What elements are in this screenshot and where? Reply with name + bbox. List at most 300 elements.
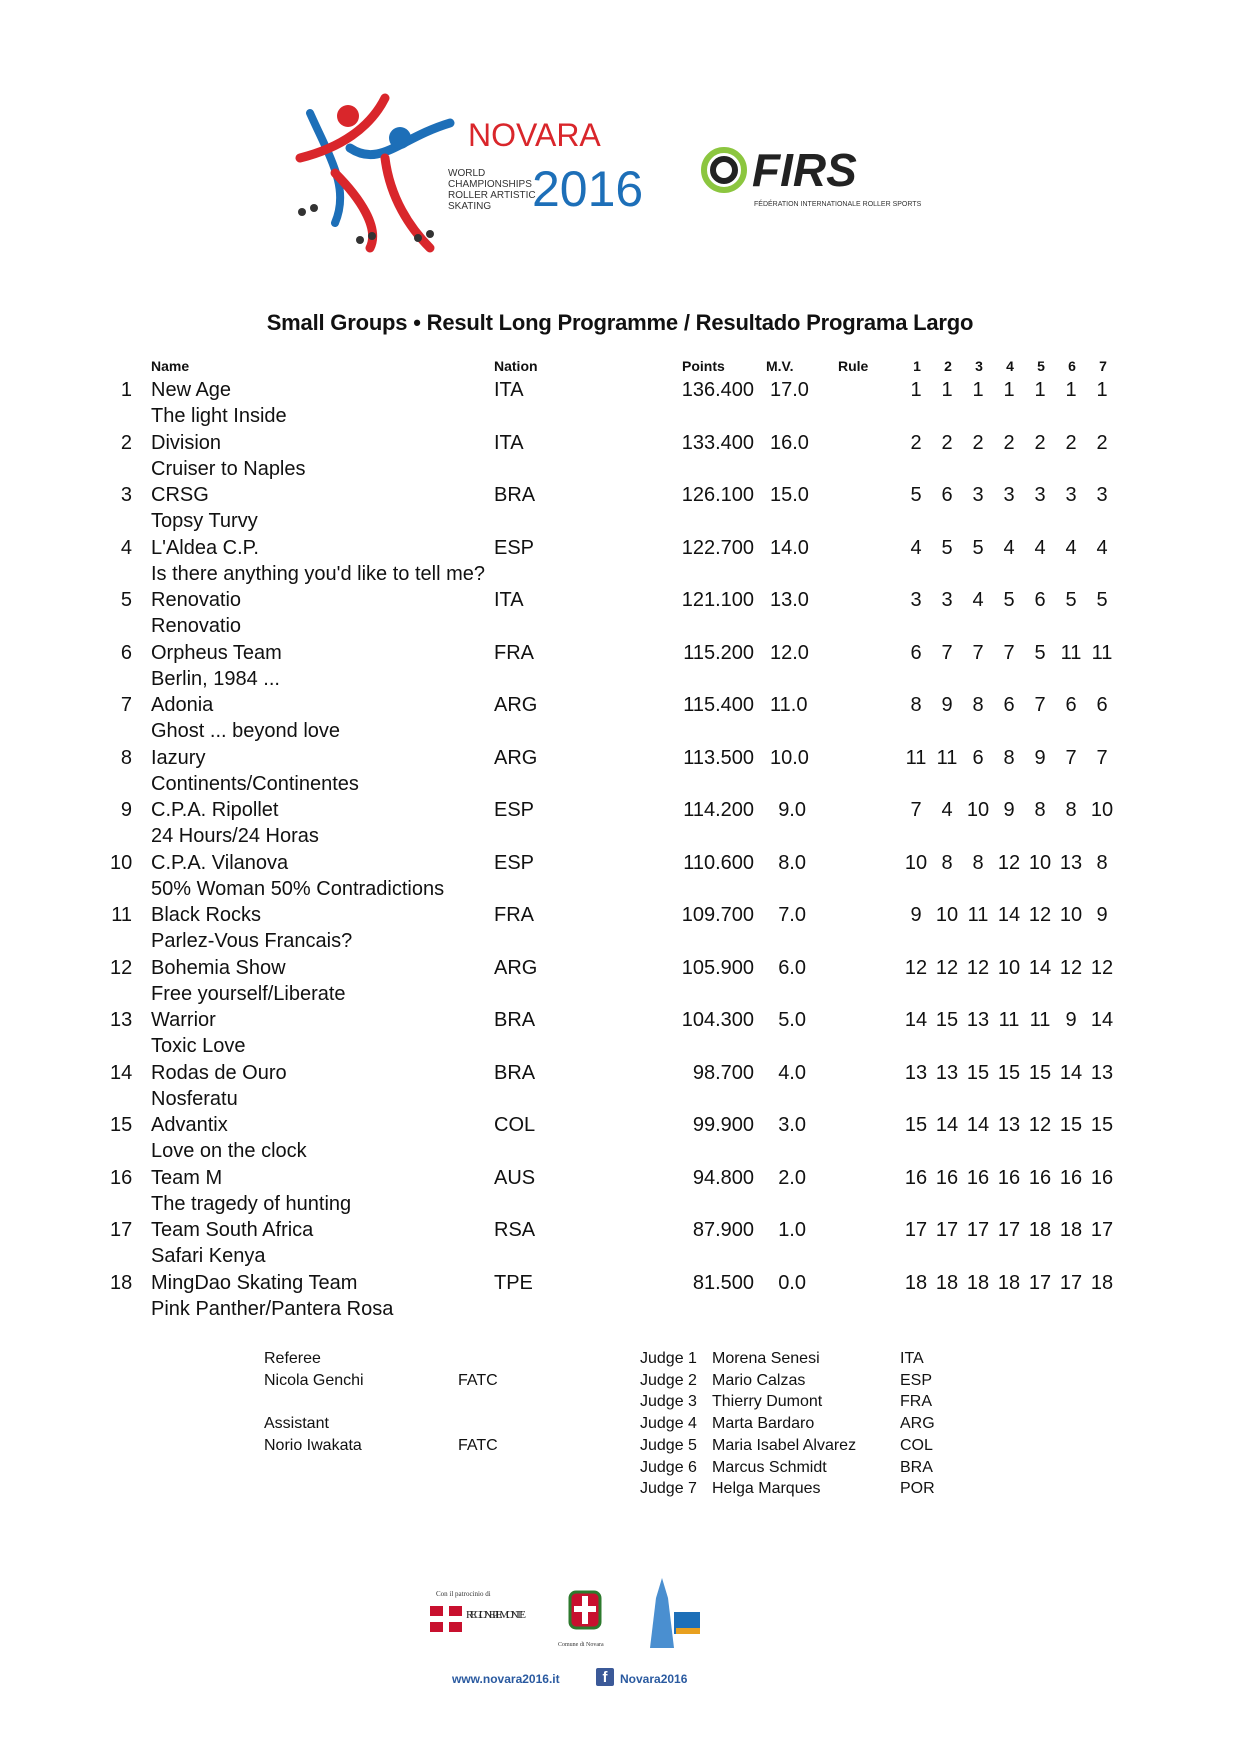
- team-name-cell: Team South Africa: [151, 1219, 314, 1241]
- table-row: [0, 902, 1240, 954]
- rank-cell: 18: [110, 1271, 133, 1294]
- sponsor-logos: [430, 1578, 730, 1658]
- federation-acronym: FIRS: [752, 144, 857, 196]
- judge-3-placement-cell: 12: [966, 956, 990, 979]
- points-cell: 122.700: [681, 536, 754, 559]
- programme-title-cell: Free yourself/Liberate: [151, 982, 346, 1005]
- judge-label: Judge 7: [640, 1480, 697, 1498]
- judge-2-placement-cell: 2: [941, 431, 953, 454]
- judge-label: Judge 4: [640, 1415, 697, 1433]
- assistant-label: Assistant: [264, 1415, 329, 1432]
- judge-3-placement-cell: 8: [972, 851, 984, 874]
- rank-cell: 4: [120, 536, 132, 559]
- table-row: [0, 955, 1240, 1007]
- judge-5-placement-cell: 17: [1028, 1271, 1052, 1294]
- judge-7-placement-cell: 12: [1090, 956, 1114, 979]
- programme-title-cell: The light Inside: [151, 405, 287, 427]
- points-cell: 87.900: [692, 1219, 754, 1241]
- judge-1-placement-cell: 8: [910, 694, 922, 716]
- judge-4-placement-cell: 2: [1003, 431, 1015, 454]
- judge-3-placement-cell: 2: [972, 431, 984, 454]
- programme-title-cell: Continents/Continentes: [151, 772, 359, 795]
- mv-cell: 15.0: [770, 484, 809, 506]
- judge-6-placement-cell: 9: [1065, 1009, 1077, 1031]
- judge-7-placement-cell: 4: [1096, 536, 1108, 559]
- judge-7-placement-cell: 11: [1091, 641, 1113, 664]
- firs-logo: [700, 138, 950, 218]
- rank-cell: 11: [111, 904, 132, 926]
- programme-title-cell: The tragedy of hunting: [151, 1192, 352, 1215]
- table-row: [0, 482, 1240, 534]
- judge-2-placement-cell: 10: [935, 904, 959, 926]
- novara-events-logo-icon: [650, 1578, 700, 1648]
- judge-7-placement-cell: 14: [1090, 1009, 1114, 1031]
- regione-piemonte-icon: [430, 1606, 462, 1632]
- team-name-cell: C.P.A. Ripollet: [151, 799, 279, 821]
- judge-4-placement-cell: 8: [1003, 746, 1015, 769]
- programme-title-cell: Safari Kenya: [151, 1245, 266, 1267]
- judge-3-placement-cell: 1: [972, 379, 984, 401]
- judge-7-placement-cell: 10: [1090, 799, 1114, 821]
- judge-4-placement-cell: 11: [998, 1009, 1020, 1031]
- nation-cell: ESP: [494, 536, 535, 559]
- col-header-nation: Nation: [494, 358, 538, 374]
- facebook-icon[interactable]: f: [596, 1668, 614, 1686]
- mv-cell: 1.0: [778, 1219, 806, 1241]
- judge-name: Maria Isabel Alvarez: [712, 1436, 857, 1454]
- mv-cell: 12.0: [770, 641, 809, 664]
- judge-4-placement-cell: 3: [1003, 484, 1015, 506]
- assistant-name: Norio Iwakata: [264, 1437, 362, 1454]
- judge-5-placement-cell: 12: [1028, 1114, 1052, 1136]
- mv-cell: 6.0: [778, 956, 806, 979]
- mv-cell: 4.0: [778, 1061, 806, 1084]
- judge-name: Morena Senesi: [712, 1350, 820, 1367]
- judge-2-placement-cell: 15: [935, 1009, 959, 1031]
- judge-1-placement-cell: 3: [910, 589, 922, 611]
- patronage-text: Con il patrocinio di: [436, 1590, 491, 1598]
- judge-1-placement-cell: 10: [904, 851, 928, 874]
- judge-4-placement-cell: 18: [997, 1271, 1021, 1294]
- judge-2-placement-cell: 3: [941, 589, 953, 611]
- judge-2-placement-cell: 1: [941, 379, 953, 401]
- points-cell: 94.800: [692, 1166, 754, 1189]
- judge-1-placement-cell: 15: [904, 1114, 928, 1136]
- points-cell: 99.900: [692, 1114, 754, 1136]
- programme-title-cell: Nosferatu: [151, 1087, 238, 1110]
- referee-org: FATC: [458, 1372, 498, 1389]
- mv-cell: 16.0: [770, 431, 809, 454]
- rank-cell: 1: [120, 379, 132, 401]
- nation-cell: ITA: [494, 431, 524, 454]
- judge-6-placement-cell: 11: [1060, 641, 1082, 664]
- judge-3-placement-cell: 5: [972, 536, 984, 559]
- judge-2-placement-cell: 11: [936, 746, 958, 769]
- judge-6-placement-cell: 13: [1059, 851, 1083, 874]
- judge-label: Judge 2: [640, 1371, 697, 1389]
- regione-text: REGIONE PIEMONTE: [466, 1609, 526, 1621]
- judge-7-placement-cell: 8: [1096, 851, 1108, 874]
- judge-6-placement-cell: 16: [1059, 1166, 1083, 1189]
- judge-3-placement-cell: 10: [966, 799, 990, 821]
- nation-cell: ITA: [494, 379, 524, 401]
- judge-4-placement-cell: 14: [997, 904, 1021, 926]
- col-header-judge-7: 7: [1099, 358, 1107, 374]
- judge-7-placement-cell: 13: [1090, 1061, 1114, 1084]
- team-name-cell: Division: [151, 431, 222, 454]
- judge-5-placement-cell: 8: [1034, 799, 1046, 821]
- rank-cell: 14: [110, 1061, 133, 1084]
- firs-emblem-icon: [704, 150, 744, 190]
- event-city: NOVARA: [468, 117, 601, 153]
- points-cell: 98.700: [692, 1061, 754, 1084]
- col-header-mv: M.V.: [766, 358, 794, 374]
- judge-1-placement-cell: 6: [910, 641, 922, 664]
- judge-name: Mario Calzas: [712, 1371, 806, 1389]
- mv-cell: 7.0: [778, 904, 806, 926]
- judge-nation: ITA: [900, 1350, 924, 1367]
- judge-5-placement-cell: 18: [1028, 1219, 1052, 1241]
- nation-cell: FRA: [494, 904, 534, 926]
- table-row: [0, 797, 1240, 849]
- judge-6-placement-cell: 5: [1065, 589, 1077, 611]
- judge-4-placement-cell: 10: [997, 956, 1021, 979]
- table-row: [0, 745, 1240, 797]
- table-row: [0, 1217, 1240, 1269]
- judge-1-placement-cell: 2: [910, 431, 922, 454]
- comune-novara-crest-icon: [570, 1592, 600, 1628]
- mv-cell: 13.0: [770, 589, 809, 611]
- judge-nation: COL: [900, 1436, 933, 1454]
- judge-label: Judge 5: [640, 1436, 697, 1454]
- table-row: [0, 535, 1240, 587]
- judge-nation: FRA: [900, 1393, 932, 1411]
- judge-5-placement-cell: 12: [1028, 904, 1052, 926]
- nation-cell: FRA: [494, 641, 534, 664]
- judge-5-placement-cell: 4: [1034, 536, 1046, 559]
- rank-cell: 3: [120, 484, 132, 506]
- programme-title-cell: Pink Panther/Pantera Rosa: [151, 1297, 394, 1320]
- judge-7-placement-cell: 9: [1096, 904, 1108, 926]
- points-cell: 121.100: [681, 589, 754, 611]
- event-sub-2: CHAMPIONSHIPS: [448, 179, 532, 190]
- judge-2-placement-cell: 7: [941, 641, 953, 664]
- judge-1-placement-cell: 4: [910, 536, 922, 559]
- judge-4-placement-cell: 17: [997, 1219, 1021, 1241]
- judge-4-placement-cell: 15: [997, 1061, 1021, 1084]
- judge-2-placement-cell: 17: [935, 1219, 959, 1241]
- judge-1-placement-cell: 7: [910, 799, 922, 821]
- judge-1-placement-cell: 12: [904, 956, 928, 979]
- mv-cell: 10.0: [770, 746, 809, 769]
- rank-cell: 6: [120, 641, 132, 664]
- judge-3-placement-cell: 15: [966, 1061, 990, 1084]
- judge-1-placement-cell: 11: [905, 746, 927, 769]
- team-name-cell: CRSG: [151, 484, 209, 506]
- event-year: 2016: [532, 161, 644, 217]
- judge-1-placement-cell: 14: [904, 1009, 928, 1031]
- judge-1-placement-cell: 13: [904, 1061, 928, 1084]
- judge-5-placement-cell: 1: [1034, 379, 1046, 401]
- mv-cell: 9.0: [778, 799, 806, 821]
- rank-cell: 9: [120, 799, 132, 821]
- points-cell: 133.400: [681, 431, 754, 454]
- judge-1-placement-cell: 18: [904, 1271, 928, 1294]
- mv-cell: 14.0: [770, 536, 809, 559]
- judge-6-placement-cell: 15: [1059, 1114, 1083, 1136]
- nation-cell: COL: [494, 1114, 536, 1136]
- judge-5-placement-cell: 15: [1028, 1061, 1052, 1084]
- team-name-cell: Black Rocks: [151, 904, 262, 926]
- judge-2-placement-cell: 4: [941, 799, 953, 821]
- rank-cell: 15: [110, 1114, 133, 1136]
- programme-title-cell: Topsy Turvy: [151, 510, 258, 532]
- judge-3-placement-cell: 3: [972, 484, 984, 506]
- nation-cell: ITA: [494, 589, 524, 611]
- rank-cell: 17: [110, 1219, 133, 1241]
- programme-title-cell: Parlez-Vous Francais?: [151, 930, 353, 952]
- programme-title-cell: Ghost ... beyond love: [151, 720, 341, 742]
- points-cell: 115.200: [683, 641, 754, 664]
- nation-cell: BRA: [494, 1061, 536, 1084]
- judge-3-placement-cell: 14: [966, 1114, 990, 1136]
- judge-1-placement-cell: 1: [910, 379, 922, 401]
- skaters-icon: [298, 98, 450, 248]
- judge-7-placement-cell: 2: [1096, 431, 1108, 454]
- judge-4-placement-cell: 1: [1003, 379, 1015, 401]
- judge-1-placement-cell: 16: [904, 1166, 928, 1189]
- facebook-link[interactable]: Novara2016: [620, 1672, 688, 1686]
- points-cell: 126.100: [681, 484, 754, 506]
- judge-2-placement-cell: 13: [935, 1061, 959, 1084]
- judge-7-placement-cell: 16: [1090, 1166, 1114, 1189]
- mv-cell: 8.0: [778, 851, 806, 874]
- judge-6-placement-cell: 1: [1065, 379, 1077, 401]
- rank-cell: 10: [110, 851, 133, 874]
- points-cell: 105.900: [681, 956, 754, 979]
- col-header-judge-5: 5: [1037, 358, 1045, 374]
- judge-nation: POR: [900, 1480, 935, 1498]
- website-link[interactable]: www.novara2016.it: [452, 1672, 560, 1686]
- team-name-cell: Rodas de Ouro: [151, 1061, 287, 1084]
- col-header-judge-6: 6: [1068, 358, 1076, 374]
- judge-6-placement-cell: 7: [1065, 746, 1077, 769]
- col-header-judge-2: 2: [944, 358, 952, 374]
- rank-cell: 5: [120, 589, 132, 611]
- judge-nation: ESP: [900, 1371, 933, 1389]
- page-title: Small Groups • Result Long Programme / Resultado Programa Largo: [266, 310, 974, 335]
- judge-3-placement-cell: 4: [972, 589, 984, 611]
- judge-3-placement-cell: 17: [966, 1219, 990, 1241]
- team-name-cell: Advantix: [151, 1114, 228, 1136]
- rank-cell: 2: [120, 431, 132, 454]
- judge-2-placement-cell: 6: [941, 484, 953, 506]
- judge-6-placement-cell: 6: [1065, 694, 1077, 716]
- judge-6-placement-cell: 3: [1065, 484, 1077, 506]
- judge-2-placement-cell: 16: [935, 1166, 959, 1189]
- judge-5-placement-cell: 7: [1034, 694, 1046, 716]
- col-header-rule: Rule: [838, 358, 869, 374]
- judge-3-placement-cell: 18: [966, 1271, 990, 1294]
- judge-7-placement-cell: 3: [1096, 484, 1108, 506]
- judge-3-placement-cell: 11: [967, 904, 989, 926]
- col-header-name: Name: [151, 358, 190, 374]
- judge-1-placement-cell: 5: [910, 484, 922, 506]
- judge-label: Judge 3: [640, 1393, 697, 1411]
- nation-cell: RSA: [494, 1219, 536, 1241]
- judge-6-placement-cell: 8: [1065, 799, 1077, 821]
- team-name-cell: Warrior: [151, 1009, 216, 1031]
- judge-5-placement-cell: 5: [1034, 641, 1046, 664]
- points-cell: 104.300: [681, 1009, 754, 1031]
- judge-4-placement-cell: 16: [997, 1166, 1021, 1189]
- judge-7-placement-cell: 7: [1096, 746, 1108, 769]
- judge-5-placement-cell: 14: [1028, 956, 1052, 979]
- rank-cell: 16: [110, 1166, 133, 1189]
- judge-3-placement-cell: 16: [966, 1166, 990, 1189]
- programme-title-cell: 24 Hours/24 Horas: [151, 825, 319, 847]
- judge-5-placement-cell: 11: [1029, 1009, 1051, 1031]
- judge-4-placement-cell: 13: [997, 1114, 1021, 1136]
- col-header-points: Points: [682, 358, 725, 374]
- mv-cell: 2.0: [778, 1166, 806, 1189]
- points-cell: 114.200: [683, 799, 754, 821]
- col-header-judge-4: 4: [1006, 358, 1014, 374]
- rank-cell: 13: [110, 1009, 133, 1031]
- referee-label: Referee: [264, 1350, 321, 1367]
- table-row: [0, 1060, 1240, 1112]
- nation-cell: TPE: [494, 1271, 533, 1294]
- event-sub-3: ROLLER ARTISTIC: [448, 190, 536, 201]
- judge-2-placement-cell: 8: [941, 851, 953, 874]
- points-cell: 81.500: [692, 1271, 754, 1294]
- points-cell: 136.400: [681, 379, 754, 401]
- judge-label: Judge 1: [640, 1350, 697, 1367]
- team-name-cell: C.P.A. Vilanova: [151, 851, 289, 874]
- table-row: [0, 377, 1240, 429]
- points-cell: 110.600: [683, 851, 754, 874]
- judge-7-placement-cell: 17: [1090, 1219, 1114, 1241]
- table-row: [0, 1007, 1240, 1059]
- programme-title-cell: 50% Woman 50% Contradictions: [151, 877, 445, 900]
- federation-name: FÉDÉRATION INTERNATIONALE ROLLER SPORTS: [754, 201, 922, 208]
- judge-3-placement-cell: 7: [972, 641, 984, 664]
- table-row: [0, 1270, 1240, 1322]
- judge-7-placement-cell: 15: [1090, 1114, 1114, 1136]
- judge-3-placement-cell: 6: [972, 746, 984, 769]
- team-name-cell: Team M: [151, 1166, 223, 1189]
- judge-name: Helga Marques: [712, 1480, 821, 1498]
- points-cell: 115.400: [683, 694, 754, 716]
- event-sub-1: WORLD: [448, 168, 486, 179]
- judge-4-placement-cell: 5: [1003, 589, 1015, 611]
- team-name-cell: MingDao Skating Team: [151, 1271, 358, 1294]
- event-sub-4: SKATING: [448, 201, 492, 212]
- nation-cell: ESP: [494, 851, 535, 874]
- team-name-cell: New Age: [151, 379, 232, 401]
- mv-cell: 17.0: [770, 379, 809, 401]
- table-row: [0, 850, 1240, 902]
- judge-5-placement-cell: 16: [1028, 1166, 1052, 1189]
- mv-cell: 0.0: [778, 1271, 806, 1294]
- judge-7-placement-cell: 1: [1096, 379, 1108, 401]
- comune-text: Comune di Novara: [558, 1642, 604, 1648]
- judge-4-placement-cell: 9: [1003, 799, 1015, 821]
- judge-name: Marcus Schmidt: [712, 1458, 827, 1476]
- nation-cell: AUS: [494, 1166, 536, 1189]
- team-name-cell: Iazury: [151, 746, 206, 769]
- judge-7-placement-cell: 18: [1090, 1271, 1114, 1294]
- rank-cell: 12: [110, 956, 133, 979]
- novara-2016-logo: [290, 88, 670, 258]
- judge-1-placement-cell: 17: [904, 1219, 928, 1241]
- judge-5-placement-cell: 10: [1028, 851, 1052, 874]
- nation-cell: ESP: [494, 799, 535, 821]
- judge-6-placement-cell: 12: [1059, 956, 1083, 979]
- table-row: [0, 692, 1240, 744]
- team-name-cell: Adonia: [151, 694, 214, 716]
- programme-title-cell: Renovatio: [151, 615, 242, 637]
- rank-cell: 7: [120, 694, 132, 716]
- nation-cell: ARG: [494, 746, 538, 769]
- judge-5-placement-cell: 9: [1034, 746, 1046, 769]
- judge-5-placement-cell: 6: [1034, 589, 1046, 611]
- judge-5-placement-cell: 3: [1034, 484, 1046, 506]
- mv-cell: 5.0: [778, 1009, 806, 1031]
- team-name-cell: L'Aldea C.P.: [151, 536, 259, 559]
- judge-2-placement-cell: 5: [941, 536, 953, 559]
- rank-cell: 8: [120, 746, 132, 769]
- table-row: [0, 430, 1240, 482]
- table-row: [0, 1112, 1240, 1164]
- team-name-cell: Renovatio: [151, 589, 242, 611]
- table-row: [0, 1165, 1240, 1217]
- judge-2-placement-cell: 14: [935, 1114, 959, 1136]
- nation-cell: ARG: [494, 956, 538, 979]
- col-header-judge-1: 1: [913, 358, 921, 374]
- mv-cell: 3.0: [778, 1114, 806, 1136]
- points-cell: 113.500: [683, 746, 754, 769]
- points-cell: 109.700: [681, 904, 754, 926]
- team-name-cell: Bohemia Show: [151, 956, 286, 979]
- judge-5-placement-cell: 2: [1034, 431, 1046, 454]
- judge-2-placement-cell: 18: [935, 1271, 959, 1294]
- judge-nation: BRA: [900, 1458, 933, 1476]
- judge-4-placement-cell: 7: [1003, 641, 1015, 664]
- judge-6-placement-cell: 17: [1059, 1271, 1083, 1294]
- judge-6-placement-cell: 2: [1065, 431, 1077, 454]
- judge-7-placement-cell: 5: [1096, 589, 1108, 611]
- judge-4-placement-cell: 6: [1003, 694, 1015, 716]
- judge-6-placement-cell: 4: [1065, 536, 1077, 559]
- judge-6-placement-cell: 14: [1059, 1061, 1083, 1084]
- nation-cell: BRA: [494, 1009, 536, 1031]
- judge-2-placement-cell: 9: [941, 694, 953, 716]
- judge-3-placement-cell: 13: [966, 1009, 990, 1031]
- table-row: [0, 640, 1240, 692]
- assistant-org: FATC: [458, 1437, 498, 1454]
- col-header-judge-3: 3: [975, 358, 983, 374]
- programme-title-cell: Berlin, 1984 ...: [151, 667, 280, 690]
- judge-name: Marta Bardaro: [712, 1415, 815, 1433]
- judge-3-placement-cell: 8: [972, 694, 984, 716]
- programme-title-cell: Toxic Love: [151, 1035, 246, 1057]
- judge-7-placement-cell: 6: [1096, 694, 1108, 716]
- referee-name: Nicola Genchi: [264, 1372, 364, 1389]
- judge-2-placement-cell: 12: [935, 956, 959, 979]
- judge-label: Judge 6: [640, 1458, 697, 1476]
- judge-6-placement-cell: 18: [1059, 1219, 1083, 1241]
